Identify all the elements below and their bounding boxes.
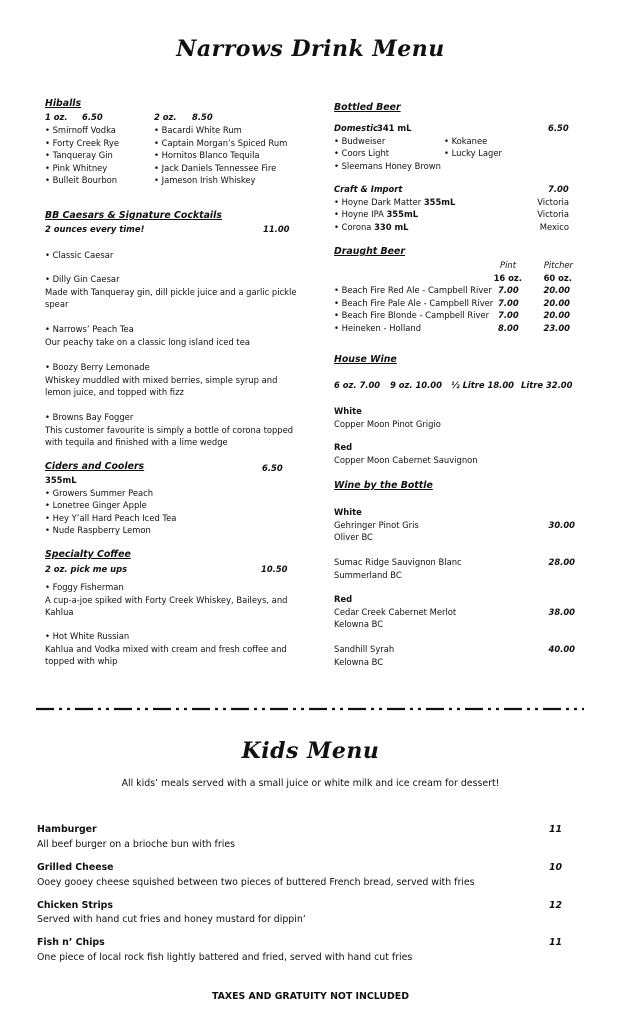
bottle-wine-price: 40.00 [548, 644, 575, 654]
craft-label: Craft & Import [334, 184, 403, 194]
caesar-item-name: • Narrows’ Peach Tea [45, 324, 134, 334]
caesar-item-desc: Whiskey muddled with mixed berries, simple syrup and lemon juice, and topped with fizz [45, 374, 278, 398]
kids-item-desc: Ooey gooey cheese squished between two pieces of buttered French bread, served with fries [37, 877, 475, 888]
hiballs-col1-item: • Tanqueray Gin [45, 150, 113, 160]
bottle-wine-origin: Kelowna BC [334, 656, 384, 667]
hiballs-col2-item: • Jack Daniels Tennessee Fire [154, 162, 277, 173]
hiballs-heading: Hiballs [45, 98, 82, 109]
draught-pint-price: 8.00 [498, 322, 519, 333]
domestic-label: Domestic [334, 123, 378, 133]
domestic-price: 6.50 [548, 123, 569, 133]
kids-item-name: Hamburger [37, 824, 97, 835]
caesar-item-desc: Our peachy take on a classic long island iced tea [45, 337, 250, 347]
craft-price: 7.00 [548, 184, 569, 194]
domestic-beer-item: • Lucky Lager [444, 148, 502, 158]
ciders-size: 355mL [45, 475, 77, 485]
domestic-beer-item: • Coors Light [334, 148, 390, 158]
hiballs-col1-item: • Forty Creek Rye [45, 137, 119, 148]
pitcher-size: 60 oz. [543, 272, 572, 283]
coffee-price: 10.50 [261, 564, 288, 574]
kids-item-desc: Served with hand cut fries and honey mustard for dippin’ [37, 914, 306, 925]
hiballs-col2-item: • Hornitos Blanco Tequila [154, 150, 260, 160]
house-wine-heading: House Wine [334, 354, 397, 365]
hiballs-2oz-price: 8.50 [192, 112, 213, 122]
caesar-item-name: • Browns Bay Fogger [45, 412, 134, 422]
cider-item: • Hey Y’all Hard Peach Iced Tea [45, 512, 177, 523]
dash-dot-divider [36, 707, 584, 711]
house-wine-size: 6 oz. 7.00 [334, 380, 381, 390]
domestic-beer-item: • Kokanee [444, 135, 488, 146]
draught-item-name: • Heineken - Holland [334, 322, 422, 333]
bottle-red-label: Red [334, 594, 353, 604]
craft-beer-item: • Hoyne IPA 355mL [334, 209, 419, 219]
kids-item-name: Fish n’ Chips [37, 937, 105, 948]
hiballs-col2-item: • Bacardi White Rum [154, 125, 242, 135]
kids-intro: All kids’ meals served with a small juice or white milk and ice cream for dessert! [121, 778, 500, 789]
pint-label: Pint [500, 260, 516, 270]
house-red-label: Red [334, 442, 353, 452]
caesar-item-name: • Classic Caesar [45, 250, 114, 260]
draught-item-name: • Beach Fire Red Ale - Campbell River [334, 285, 492, 295]
bottle-wine-origin: Kelowna BC [334, 619, 384, 629]
craft-beer-origin: Mexico [539, 221, 569, 232]
draught-pitcher-price: 20.00 [543, 297, 570, 308]
hiballs-2oz-header: 2 oz. [154, 112, 177, 122]
bottle-wine-name: Sumac Ridge Sauvignon Blanc [334, 557, 462, 567]
caesar-item-desc: This customer favourite is simply a bottle of corona topped with tequila and finished with a lime wedge [45, 424, 294, 448]
hiballs-1oz-header: 1 oz. [45, 112, 68, 122]
coffee-item-desc: A cup-a-joe spiked with Forty Creek Whiskey, Baileys, and Kahlua [45, 594, 288, 618]
pitcher-label: Pitcher [543, 260, 573, 270]
house-wine-size: 9 oz. 10.00 [390, 380, 442, 390]
bottle-wine-name: Sandhill Syrah [334, 644, 395, 654]
house-wine-size: Litre 32.00 [521, 380, 573, 390]
caesar-item-desc: Made with Tanqueray gin, dill pickle juice and a garlic pickle spear [45, 286, 297, 310]
coffee-item-desc: Kahlua and Vodka mixed with cream and fresh coffee and topped with whip [45, 643, 287, 667]
kids-item-price: 11 [549, 824, 563, 835]
house-wine-size: ½ Litre 18.00 [451, 380, 515, 390]
bottle-wine-name: Cedar Creek Cabernet Merlot [334, 606, 457, 617]
bottle-wine-price: 38.00 [548, 606, 575, 617]
coffee-heading: Specialty Coffee [45, 549, 131, 560]
draught-beer-heading: Draught Beer [334, 246, 406, 257]
caesars-subtitle: 2 ounces every time! [45, 224, 145, 234]
house-white-label: White [334, 406, 362, 416]
domestic-beer-item: • Sleemans Honey Brown [334, 160, 441, 171]
kids-item-desc: All beef burger on a brioche bun with fries [37, 839, 235, 850]
hiballs-col2-item: • Captain Morgan’s Spiced Rum [154, 137, 288, 148]
kids-item-price: 12 [549, 900, 563, 911]
craft-beer-origin: Victoria [537, 196, 569, 207]
draught-item-name: • Beach Fire Pale Ale - Campbell River [334, 297, 494, 308]
draught-pitcher-price: 20.00 [543, 285, 570, 295]
draught-pitcher-price: 20.00 [543, 310, 570, 320]
bottled-beer-heading: Bottled Beer [334, 102, 401, 113]
hiballs-col1-item: • Bulleit Bourbon [45, 175, 118, 185]
hiballs-col2-item: • Jameson Irish Whiskey [154, 175, 256, 185]
kids-item-name: Chicken Strips [37, 900, 113, 911]
coffee-subtitle: 2 oz. pick me ups [45, 564, 128, 574]
taxes-footer: TAXES AND GRATUITY NOT INCLUDED [211, 991, 409, 1002]
ciders-price: 6.50 [262, 463, 283, 473]
ciders-heading: Ciders and Coolers [45, 461, 145, 472]
domestic-beer-item: • Budweiser [334, 135, 386, 146]
caesar-item-name: • Dilly Gin Caesar [45, 274, 120, 284]
kids-item-price: 10 [549, 862, 563, 873]
bottle-wine-origin: Summerland BC [334, 569, 402, 580]
pint-size: 16 oz. [493, 272, 522, 283]
draught-pint-price: 7.00 [498, 310, 519, 320]
kids-item-name: Grilled Cheese [37, 862, 114, 873]
cider-item: • Nude Raspberry Lemon [45, 525, 151, 535]
craft-beer-origin: Victoria [537, 209, 569, 219]
house-white-name: Copper Moon Pinot Grigio [334, 418, 441, 429]
craft-beer-item: • Corona 330 mL [334, 221, 409, 232]
kids-item-desc: One piece of local rock fish lightly battered and fried, served with hand cut fries [37, 952, 413, 963]
caesars-price: 11.00 [263, 224, 290, 234]
draught-item-name: • Beach Fire Blonde - Campbell River [334, 310, 490, 320]
kids-item-price: 11 [549, 937, 563, 948]
hiballs-col1-item: • Smirnoff Vodka [45, 125, 116, 135]
bottle-wine-name: Gehringer Pinot Gris [334, 519, 419, 530]
cider-item: • Lonetree Ginger Apple [45, 500, 147, 510]
drink-menu-title: Narrows Drink Menu [176, 36, 445, 62]
bottle-wine-price: 30.00 [548, 519, 575, 530]
bottle-wine-heading: Wine by the Bottle [334, 480, 433, 491]
kids-menu-title: Kids Menu [241, 738, 380, 764]
house-red-name: Copper Moon Cabernet Sauvignon [334, 454, 478, 465]
caesar-item-name: • Boozy Berry Lemonade [45, 362, 150, 372]
draught-pint-price: 7.00 [498, 297, 519, 308]
bottle-white-label: White [334, 507, 362, 517]
coffee-item-name: • Hot White Russian [45, 631, 130, 641]
bottle-wine-origin: Oliver BC [334, 532, 373, 542]
hiballs-1oz-price: 6.50 [82, 112, 103, 122]
caesars-heading: BB Caesars & Signature Cocktails [45, 210, 222, 221]
draught-pint-price: 7.00 [498, 285, 519, 295]
hiballs-col1-item: • Pink Whitney [45, 162, 108, 173]
domestic-size: 341 mL [377, 123, 412, 133]
coffee-item-name: • Foggy Fisherman [45, 582, 124, 592]
draught-pitcher-price: 23.00 [543, 322, 570, 333]
bottle-wine-price: 28.00 [548, 557, 575, 567]
cider-item: • Growers Summer Peach [45, 487, 154, 498]
craft-beer-item: • Hoyne Dark Matter 355mL [334, 196, 456, 207]
